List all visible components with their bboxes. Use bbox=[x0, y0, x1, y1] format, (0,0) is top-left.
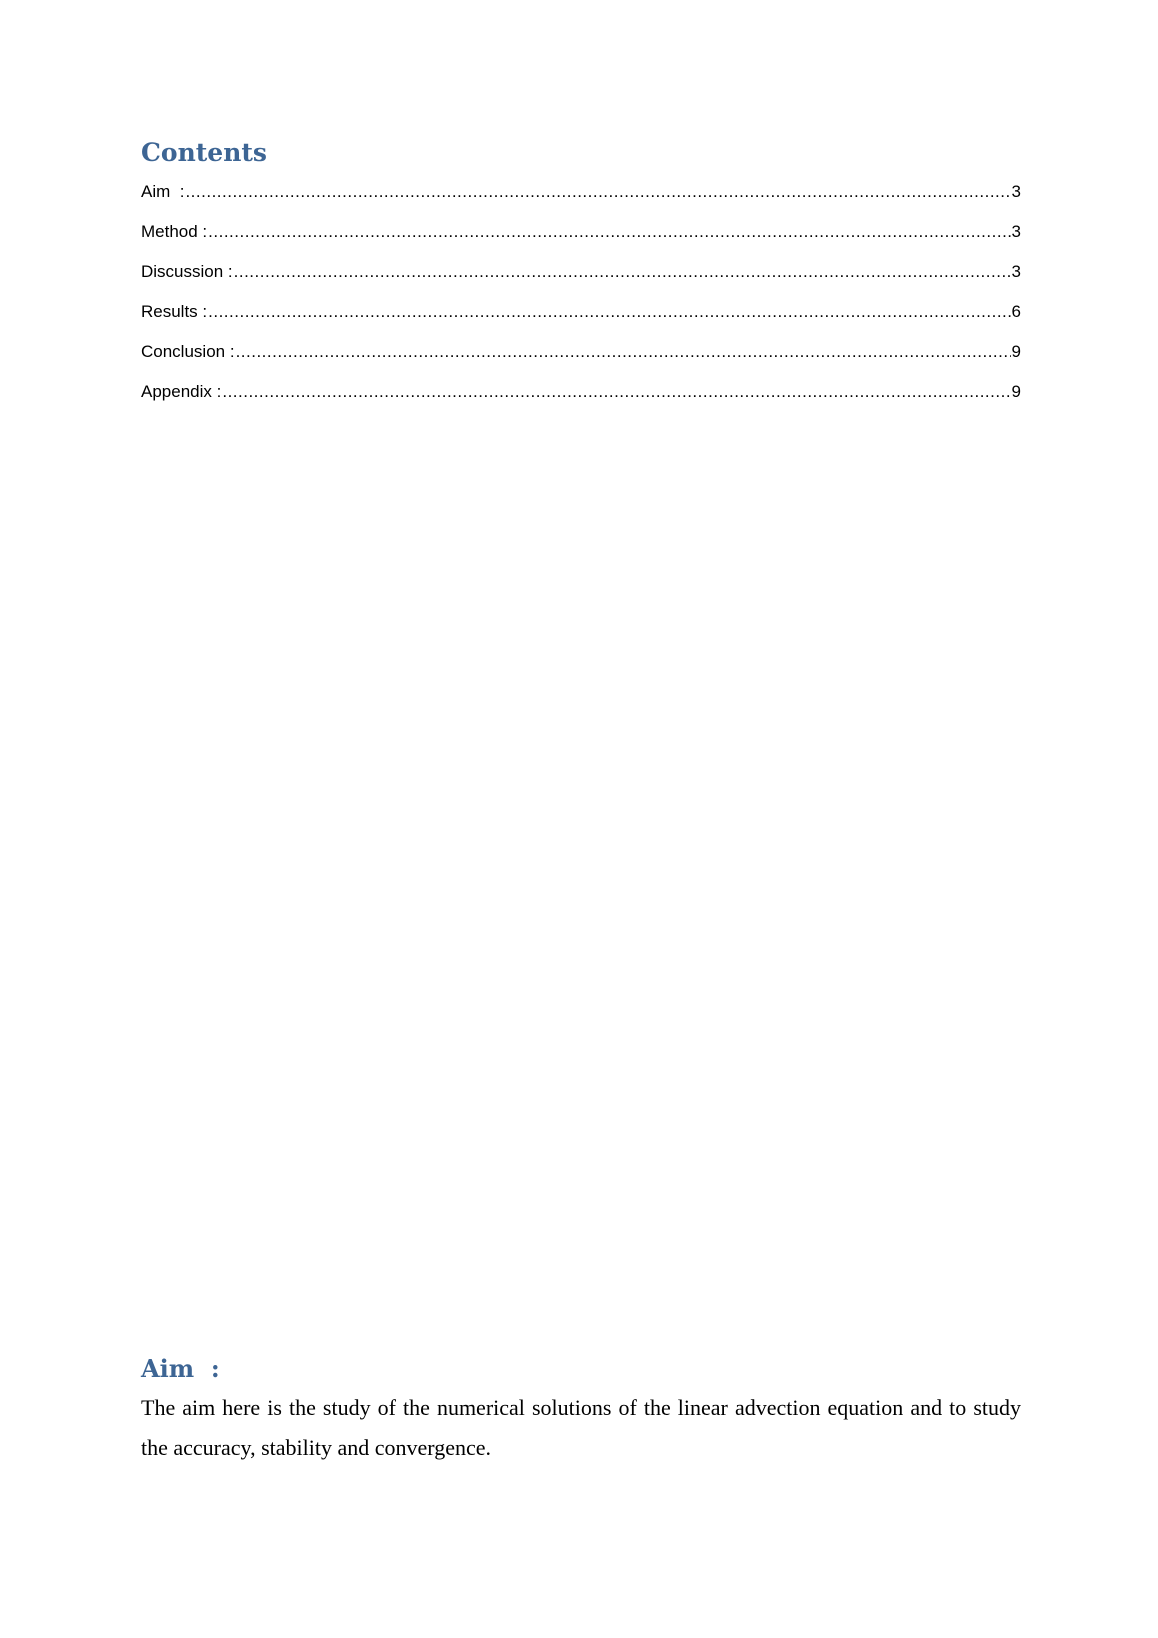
toc-entry-page: 3 bbox=[1011, 262, 1021, 281]
toc-entry-page: 3 bbox=[1011, 222, 1021, 241]
toc-dot-leader bbox=[208, 298, 1010, 326]
toc-entry-discussion[interactable] bbox=[141, 258, 1021, 298]
table-of-contents bbox=[141, 178, 1021, 418]
toc-dot-leader bbox=[236, 338, 1011, 366]
toc-dot-leader bbox=[208, 218, 1010, 246]
toc-entry-label: Results : bbox=[141, 302, 208, 321]
toc-entry-method[interactable] bbox=[141, 218, 1021, 258]
toc-dot-leader bbox=[234, 258, 1011, 286]
toc-entry-conclusion[interactable] bbox=[141, 338, 1021, 378]
toc-entry-page: 3 bbox=[1011, 182, 1021, 201]
toc-entry-results[interactable] bbox=[141, 298, 1021, 338]
toc-heading: Contents bbox=[141, 138, 268, 167]
toc-entry-label: Conclusion : bbox=[141, 342, 235, 361]
toc-entry-page: 9 bbox=[1011, 342, 1021, 361]
toc-entry-appendix[interactable] bbox=[141, 378, 1021, 418]
toc-dot-leader bbox=[185, 178, 1010, 206]
aim-paragraph: The aim here is the study of the numerical solutions of the linear advection equation and to study the accuracy, stability and convergence. bbox=[141, 1395, 1021, 1460]
aim-heading: Aim : bbox=[141, 1354, 220, 1383]
toc-entry-label: Aim : bbox=[141, 182, 185, 201]
toc-entry-label: Appendix : bbox=[141, 382, 222, 401]
toc-entry-page: 9 bbox=[1011, 382, 1021, 401]
toc-dot-leader bbox=[222, 378, 1010, 406]
toc-entry-page: 6 bbox=[1011, 302, 1021, 321]
toc-entry-aim[interactable] bbox=[141, 178, 1021, 218]
toc-entry-label: Method : bbox=[141, 222, 208, 241]
toc-entry-label: Discussion : bbox=[141, 262, 233, 281]
